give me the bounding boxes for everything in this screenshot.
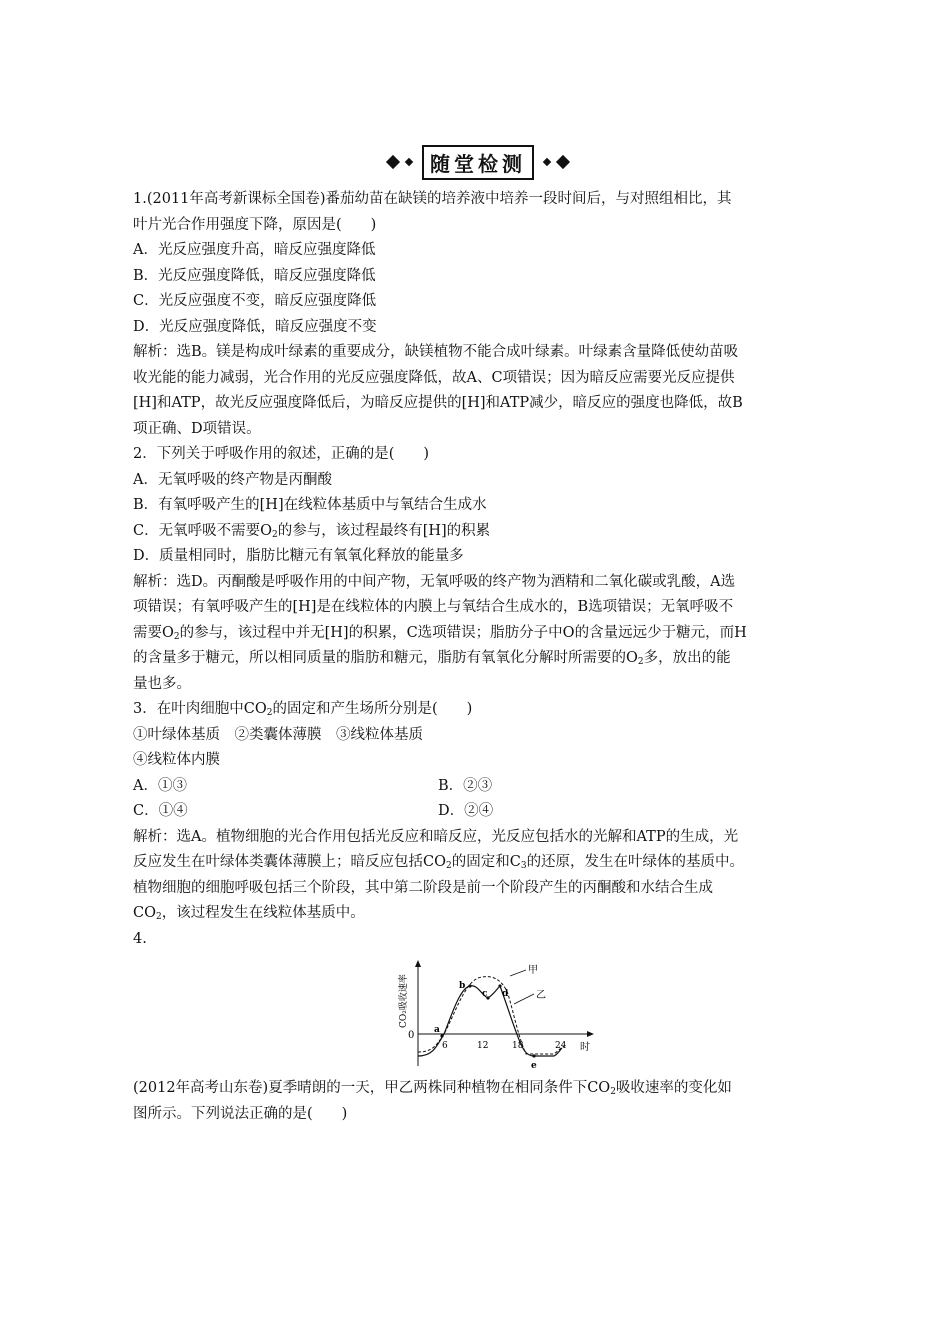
- q3-items-line1: ①叶绿体基质 ②类囊体薄膜 ③线粒体基质: [133, 726, 423, 743]
- point-d: [498, 984, 501, 987]
- section-title: 随堂检测: [422, 145, 534, 180]
- diamond-icon: [386, 155, 400, 169]
- tick-label-12: 12: [477, 1041, 489, 1051]
- q3-analysis-line4: $CO_2$，该过程发生在线粒体基质中。: [133, 905, 365, 922]
- q2-analysis-line1: 解析：选D。丙酮酸是呼吸作用的中间产物，无氧呼吸的终产物为酒精和二氧化碳或乳酸，A选: [133, 573, 736, 590]
- curve-jia: [418, 977, 564, 1054]
- q3-options-row2: [133, 799, 823, 825]
- q1-option-d: D．光反应强度降低，暗反应强度不变: [133, 318, 377, 335]
- point-label-d: d: [502, 989, 509, 999]
- point-label-c: c: [482, 989, 488, 999]
- diamond-icon: [405, 158, 413, 166]
- q2-option-c: C．无氧呼吸不需要$O_2$的参与，该过程最终有[H]的积累: [133, 522, 491, 540]
- q4-stem-line1: (2012年高考山东卷)夏季晴朗的一天，甲乙两株同种植物在相同条件下$CO_2$吸收速率的变化如: [133, 1080, 732, 1097]
- diamond-icon: [556, 155, 570, 169]
- q2-stem: 2．下列关于呼吸作用的叙述，正确的是( ): [133, 446, 430, 462]
- q4-number: 4.: [133, 930, 147, 947]
- q3-stem: 3．在叶肉细胞中$CO_2$的固定和产生场所分别是( ): [133, 701, 473, 718]
- point-b: [468, 984, 471, 987]
- point-label-a: a: [434, 1025, 440, 1035]
- yi-leader-line: [514, 994, 534, 1004]
- q3-option-c: C．①④: [133, 803, 188, 819]
- q3-analysis-line3: 植物细胞的细胞呼吸包括三个阶段，其中第二阶段是前一个阶段产生的丙酮酸和水结合生成: [133, 879, 713, 896]
- q3-analysis-line2: 反应发生在叶绿体类囊体薄膜上；暗反应包括$CO_2$的固定和$C_3$的还原，发生在叶绿体的基质中。: [133, 854, 745, 871]
- y-axis-label: CO₂吸收速率: [399, 974, 409, 1028]
- q1-stem-line1: 1.(2011年高考新课标全国卷)番茄幼苗在缺镁的培养液中培养一段时间后，与对照组相比，其: [133, 191, 732, 207]
- tick-label-24: 24: [555, 1041, 567, 1051]
- q1-option-a: A．光反应强度升高，暗反应强度降低: [133, 242, 376, 258]
- q2-analysis-line3: 需要$O_2$的参与，该过程中并无[H]的积累，C选项错误；脂肪分子中O的含量远远少于糖元，而H: [133, 624, 747, 642]
- q1-option-b: B．光反应强度降低，暗反应强度降低: [133, 267, 376, 284]
- q1-analysis-line1: 解析：选B。镁是构成叶绿素的重要成分，缺镁植物不能合成叶绿素。叶绿素含量降低使幼苗吸: [133, 344, 739, 360]
- origin-label: 0: [408, 1030, 415, 1041]
- series-label-jia: 甲: [528, 965, 538, 976]
- q2-analysis-line4: 的含量多于糖元，所以相同质量的脂肪和糖元，脂肪有氧氧化分解时所需要的$O_2$多，放出的能: [133, 650, 731, 667]
- q3-options-row1: [133, 774, 823, 800]
- q4-figure: [133, 956, 823, 1076]
- diamond-icon: [543, 158, 551, 166]
- point-label-b: b: [459, 981, 466, 991]
- q1-option-c: C．光反应强度不变，暗反应强度降低: [133, 293, 377, 309]
- q2-option-b: B．有氧呼吸产生的[H]在线粒体基质中与氧结合生成水: [133, 497, 487, 513]
- q1-analysis-line3: [H]和ATP，故光反应强度降低后，为暗反应提供的[H]和ATP减少，暗反应的强度也降低，故B: [133, 395, 743, 411]
- q3-option-d: D．②④: [438, 803, 494, 819]
- point-a: [440, 1034, 443, 1037]
- y-axis-arrow: [415, 960, 421, 967]
- x-axis-arrow: [587, 1031, 594, 1037]
- q1-analysis-line2: 收光能的能力减弱，光合作用的光反应强度降低，故A、C项错误；因为暗反应需要光反应提供: [133, 369, 735, 386]
- co2-absorption-graph: [398, 956, 598, 1076]
- tick-label-18: 18: [512, 1041, 524, 1051]
- q2-option-a: A．无氧呼吸的终产物是丙酮酸: [133, 471, 332, 488]
- jia-leader-line: [510, 970, 526, 976]
- q3-option-a: A．①③: [133, 777, 187, 794]
- q1-stem-line2: 叶片光合作用强度下降，原因是( ): [133, 216, 377, 233]
- tick-label-6: 6: [442, 1041, 448, 1051]
- q3-analysis-line1: 解析：选A。植物细胞的光合作用包括光反应和暗反应，光反应包括水的光解和ATP的生成，光: [133, 828, 739, 845]
- section-header: [133, 145, 823, 179]
- q2-analysis-line2: 项错误；有氧呼吸产生的[H]是在线粒体的内膜上与氧结合生成水的，B选项错误；无氧呼吸不: [133, 599, 734, 615]
- x-axis-unit: 时: [580, 1042, 590, 1053]
- series-label-yi: 乙: [536, 990, 546, 1001]
- q4-stem-line2: 图所示。下列说法正确的是( ): [133, 1105, 348, 1122]
- q2-analysis-line5: 量也多。: [133, 675, 191, 692]
- q3-items-line2: ④线粒体内膜: [133, 752, 220, 768]
- point-label-e: e: [531, 1061, 537, 1071]
- q3-option-b: B．②③: [438, 777, 493, 794]
- point-e: [532, 1054, 535, 1057]
- document-page: [133, 145, 823, 1127]
- q2-option-d: D．质量相同时，脂肪比糖元有氧氧化释放的能量多: [133, 548, 464, 564]
- q1-analysis-line4: 项正确、D项错误。: [133, 420, 261, 437]
